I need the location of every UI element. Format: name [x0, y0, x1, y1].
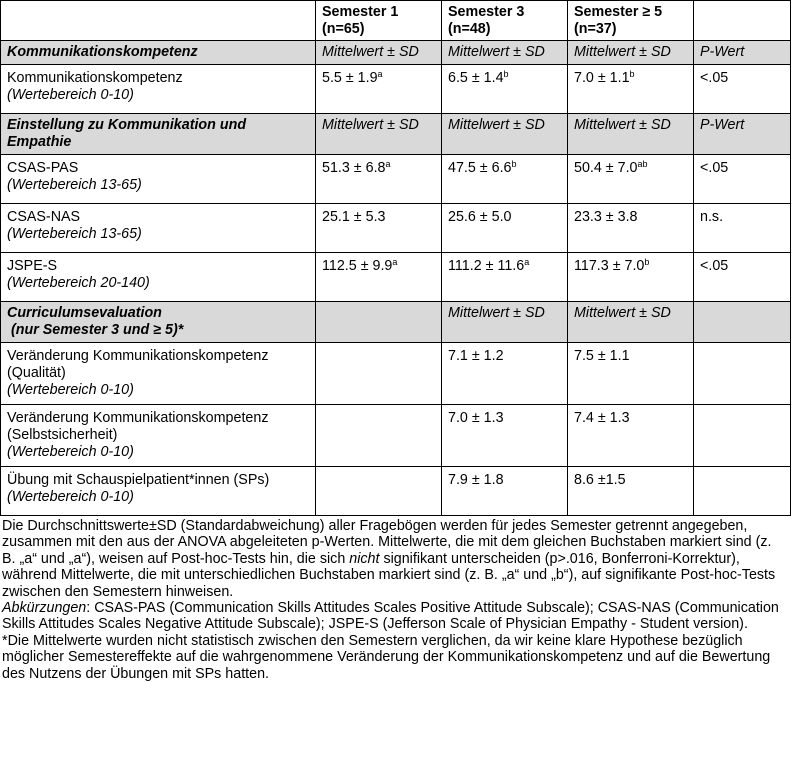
value-cell: 8.6 ±1.5 — [568, 467, 694, 516]
value-cell-empty — [316, 467, 442, 516]
section-col-label: Mittelwert ± SD — [316, 41, 442, 65]
section-row-curriculum — [1, 302, 791, 343]
section-row-einstellung — [1, 114, 791, 155]
value-cell-empty — [316, 405, 442, 467]
row-label: CSAS-NAS (Wertebereich 13-65) — [1, 204, 316, 253]
value-cell: 7.0 ± 1.1$^b$ — [568, 65, 694, 114]
header-cell-empty — [1, 1, 316, 41]
value-cell: 23.3 ± 3.8 — [568, 204, 694, 253]
table-footnote — [0, 516, 792, 682]
footnote-paragraph-means: Die Durchschnittswerte±SD (Standardabweichung) aller Fragebögen werden für jedes Semester getrennt angegeben, zusammen mit den aus der ANOVA abgeleiteten p-Werten. Mittelwerte, die mit dem gleichen Buchstaben markiert sind (z. B. „a“ und „a“), weisen auf Post-hoc-Tests hin, die sich nicht signifikant unterscheiden (p>.016, Bonferroni-Korrektur), während Mittelwerte, die mit unterschiedlichen Buchstaben markiert sind (z. B. „a“ und „b“), auf signifikante Post-hoc-Tests zwischen den Semestern hinweisen. — [2, 518, 776, 600]
section-col-label: Mittelwert ± SD — [568, 41, 694, 65]
value-cell: 7.5 ± 1.1 — [568, 343, 694, 405]
section-col-empty — [316, 302, 442, 343]
row-label: CSAS-PAS (Wertebereich 13-65) — [1, 155, 316, 204]
row-label: Veränderung Kommunikationskompetenz (Qualität) (Wertebereich 0-10) — [1, 343, 316, 405]
value-cell: 5.5 ± 1.9$^a$ — [316, 65, 442, 114]
header-semester-1: Semester 1 (n=65) — [316, 1, 442, 41]
table-row — [1, 155, 791, 204]
value-cell: 50.4 ± 7.0$^{ab}$ — [568, 155, 694, 204]
value-cell: 7.1 ± 1.2 — [442, 343, 568, 405]
p-value-cell-empty — [694, 405, 791, 467]
p-value-cell-empty — [694, 343, 791, 405]
table-row — [1, 253, 791, 302]
section-col-label: P-Wert — [694, 41, 791, 65]
value-cell: 6.5 ± 1.4$^b$ — [442, 65, 568, 114]
header-semester-5: Semester ≥ 5 (n=37) — [568, 1, 694, 41]
section-col-label: P-Wert — [694, 114, 791, 155]
p-value-cell: <.05 — [694, 253, 791, 302]
table-header-row — [1, 1, 791, 41]
section-col-label: Mittelwert ± SD — [568, 114, 694, 155]
value-cell: 7.9 ± 1.8 — [442, 467, 568, 516]
footnote-paragraph-note: *Die Mittelwerte wurden nicht statistisch zwischen den Semestern verglichen, da wir keine klare Hypothese bezüglich möglicher Semestereffekte auf die wahrgenommene Veränderung der Kommunikationskompetenz und auf die Bewertung des Nutzens der Übungen mit SPs hatten. — [2, 632, 771, 682]
p-value-cell: <.05 — [694, 65, 791, 114]
table-row — [1, 467, 791, 516]
section-col-label: Mittelwert ± SD — [442, 302, 568, 343]
table-row — [1, 343, 791, 405]
section-col-empty — [694, 302, 791, 343]
header-semester-3: Semester 3 (n=48) — [442, 1, 568, 41]
p-value-cell: n.s. — [694, 204, 791, 253]
section-label: Curriculumsevaluation (nur Semester 3 und ≥ 5)* — [1, 302, 316, 343]
section-label: Kommunikationskompetenz — [1, 41, 316, 65]
value-cell: 25.6 ± 5.0 — [442, 204, 568, 253]
section-col-label: Mittelwert ± SD — [568, 302, 694, 343]
section-label: Einstellung zu Kommunikation und Empathie — [1, 114, 316, 155]
value-cell: 7.4 ± 1.3 — [568, 405, 694, 467]
p-value-cell-empty — [694, 467, 791, 516]
footnote-paragraph-abbreviations: Abkürzungen: CSAS-PAS (Communication Skills Attitudes Scales Positive Attitude Subscale); CSAS-NAS (Communication Skills Attitudes Scales Negative Attitude Subscale); JSPE-S (Jefferson Scale of Physician Empathy - Student version). — [2, 600, 779, 633]
row-label: Kommunikationskompetenz (Wertebereich 0-10) — [1, 65, 316, 114]
p-value-cell: <.05 — [694, 155, 791, 204]
header-cell-empty-p — [694, 1, 791, 41]
table-row — [1, 405, 791, 467]
value-cell: 111.2 ± 11.6$^a$ — [442, 253, 568, 302]
row-label: Veränderung Kommunikationskompetenz (Selbstsicherheit) (Wertebereich 0-10) — [1, 405, 316, 467]
value-cell: 51.3 ± 6.8$^a$ — [316, 155, 442, 204]
section-col-label: Mittelwert ± SD — [442, 114, 568, 155]
value-cell-empty — [316, 343, 442, 405]
value-cell: 117.3 ± 7.0$^b$ — [568, 253, 694, 302]
section-col-label: Mittelwert ± SD — [442, 41, 568, 65]
value-cell: 7.0 ± 1.3 — [442, 405, 568, 467]
value-cell: 112.5 ± 9.9$^a$ — [316, 253, 442, 302]
table-row — [1, 204, 791, 253]
section-col-label: Mittelwert ± SD — [316, 114, 442, 155]
value-cell: 25.1 ± 5.3 — [316, 204, 442, 253]
row-label: JSPE-S (Wertebereich 20-140) — [1, 253, 316, 302]
table-row — [1, 65, 791, 114]
row-label: Übung mit Schauspielpatient*innen (SPs) (Wertebereich 0-10) — [1, 467, 316, 516]
section-row-kommunikation — [1, 41, 791, 65]
value-cell: 47.5 ± 6.6$^b$ — [442, 155, 568, 204]
